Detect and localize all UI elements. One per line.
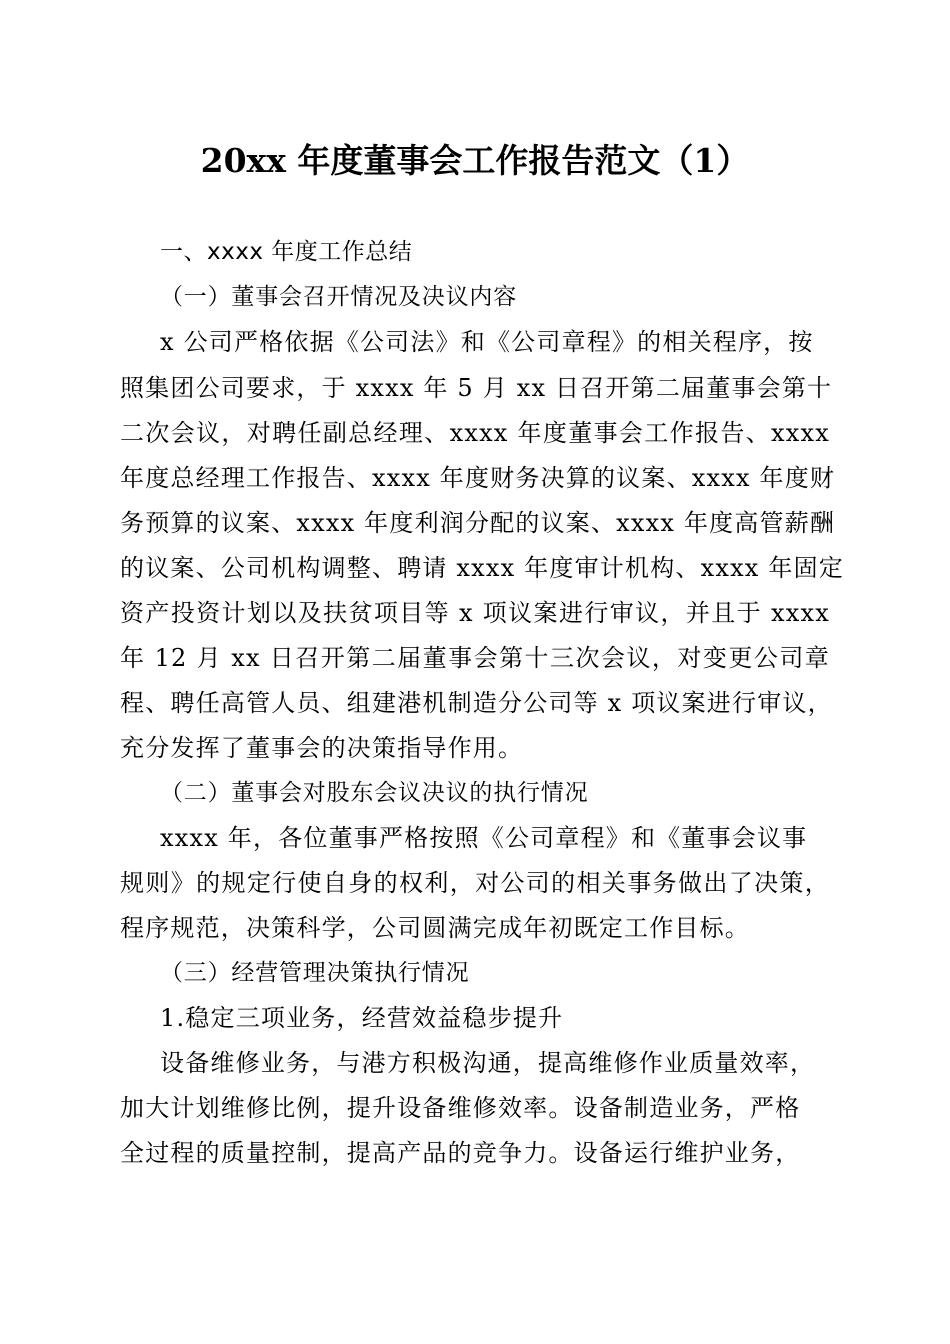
paragraph-2-line-2: 规则》的规定行使自身的权利，对公司的相关事务做出了决策， xyxy=(120,869,830,897)
paragraph-1-line-10: 充分发挥了董事会的决策指导作用。 xyxy=(120,734,524,762)
item-heading-1: 1.稳定三项业务，经营效益稳步提升 xyxy=(160,1004,564,1032)
paragraph-2-line-1: xxxx 年，各位董事严格按照《公司章程》和《董事会议事 xyxy=(160,824,808,852)
paragraph-1-line-8: 年 12 月 xx 日召开第二届董事会第十三次会议，对变更公司章 xyxy=(120,644,830,672)
paragraph-1-line-2: 照集团公司要求，于 xxxx 年 5 月 xx 日召开第二届董事会第十 xyxy=(120,374,833,402)
paragraph-1-line-6: 的议案、公司机构调整、聘请 xxxx 年度审计机构、xxxx 年固定 xyxy=(120,554,844,582)
paragraph-1-line-9: 程、聘任高管人员、组建港机制造分公司等 x 项议案进行审议， xyxy=(120,689,833,717)
paragraph-1-line-4: 年度总经理工作报告、xxxx 年度财务决算的议案、xxxx 年度财 xyxy=(120,464,836,492)
paragraph-3-line-3: 全过程的质量控制，提高产品的竞争力。设备运行维护业务， xyxy=(120,1139,801,1167)
paragraph-1-line-1: x 公司严格依据《公司法》和《公司章程》的相关程序，按 xyxy=(160,328,814,356)
paragraph-1-line-3: 二次会议，对聘任副总经理、xxxx 年度董事会工作报告、xxxx xyxy=(120,419,830,447)
paragraph-3-line-1: 设备维修业务，与港方积极沟通，提高维修作业质量效率， xyxy=(160,1049,816,1077)
subsection-heading-2: （二）董事会对股东会议决议的执行情况 xyxy=(160,780,589,806)
paragraph-1-line-5: 务预算的议案、xxxx 年度利润分配的议案、xxxx 年度高管薪酬 xyxy=(120,509,836,537)
paragraph-3-line-2: 加大计划维修比例，提升设备维修效率。设备制造业务，严格 xyxy=(120,1094,801,1122)
paragraph-1-line-7: 资产投资计划以及扶贫项目等 x 项议案进行审议，并且于 xxxx xyxy=(120,599,830,627)
paragraph-2-line-3: 程序规范，决策科学，公司圆满完成年初既定工作目标。 xyxy=(120,914,750,942)
subsection-heading-3: （三）经营管理决策执行情况 xyxy=(160,960,470,986)
subsection-heading-1: （一）董事会召开情况及决议内容 xyxy=(160,284,517,310)
section-heading-1: 一、xxxx 年度工作总结 xyxy=(160,239,413,265)
document-title: 20xx 年度董事会工作报告范文（1） xyxy=(200,141,750,180)
